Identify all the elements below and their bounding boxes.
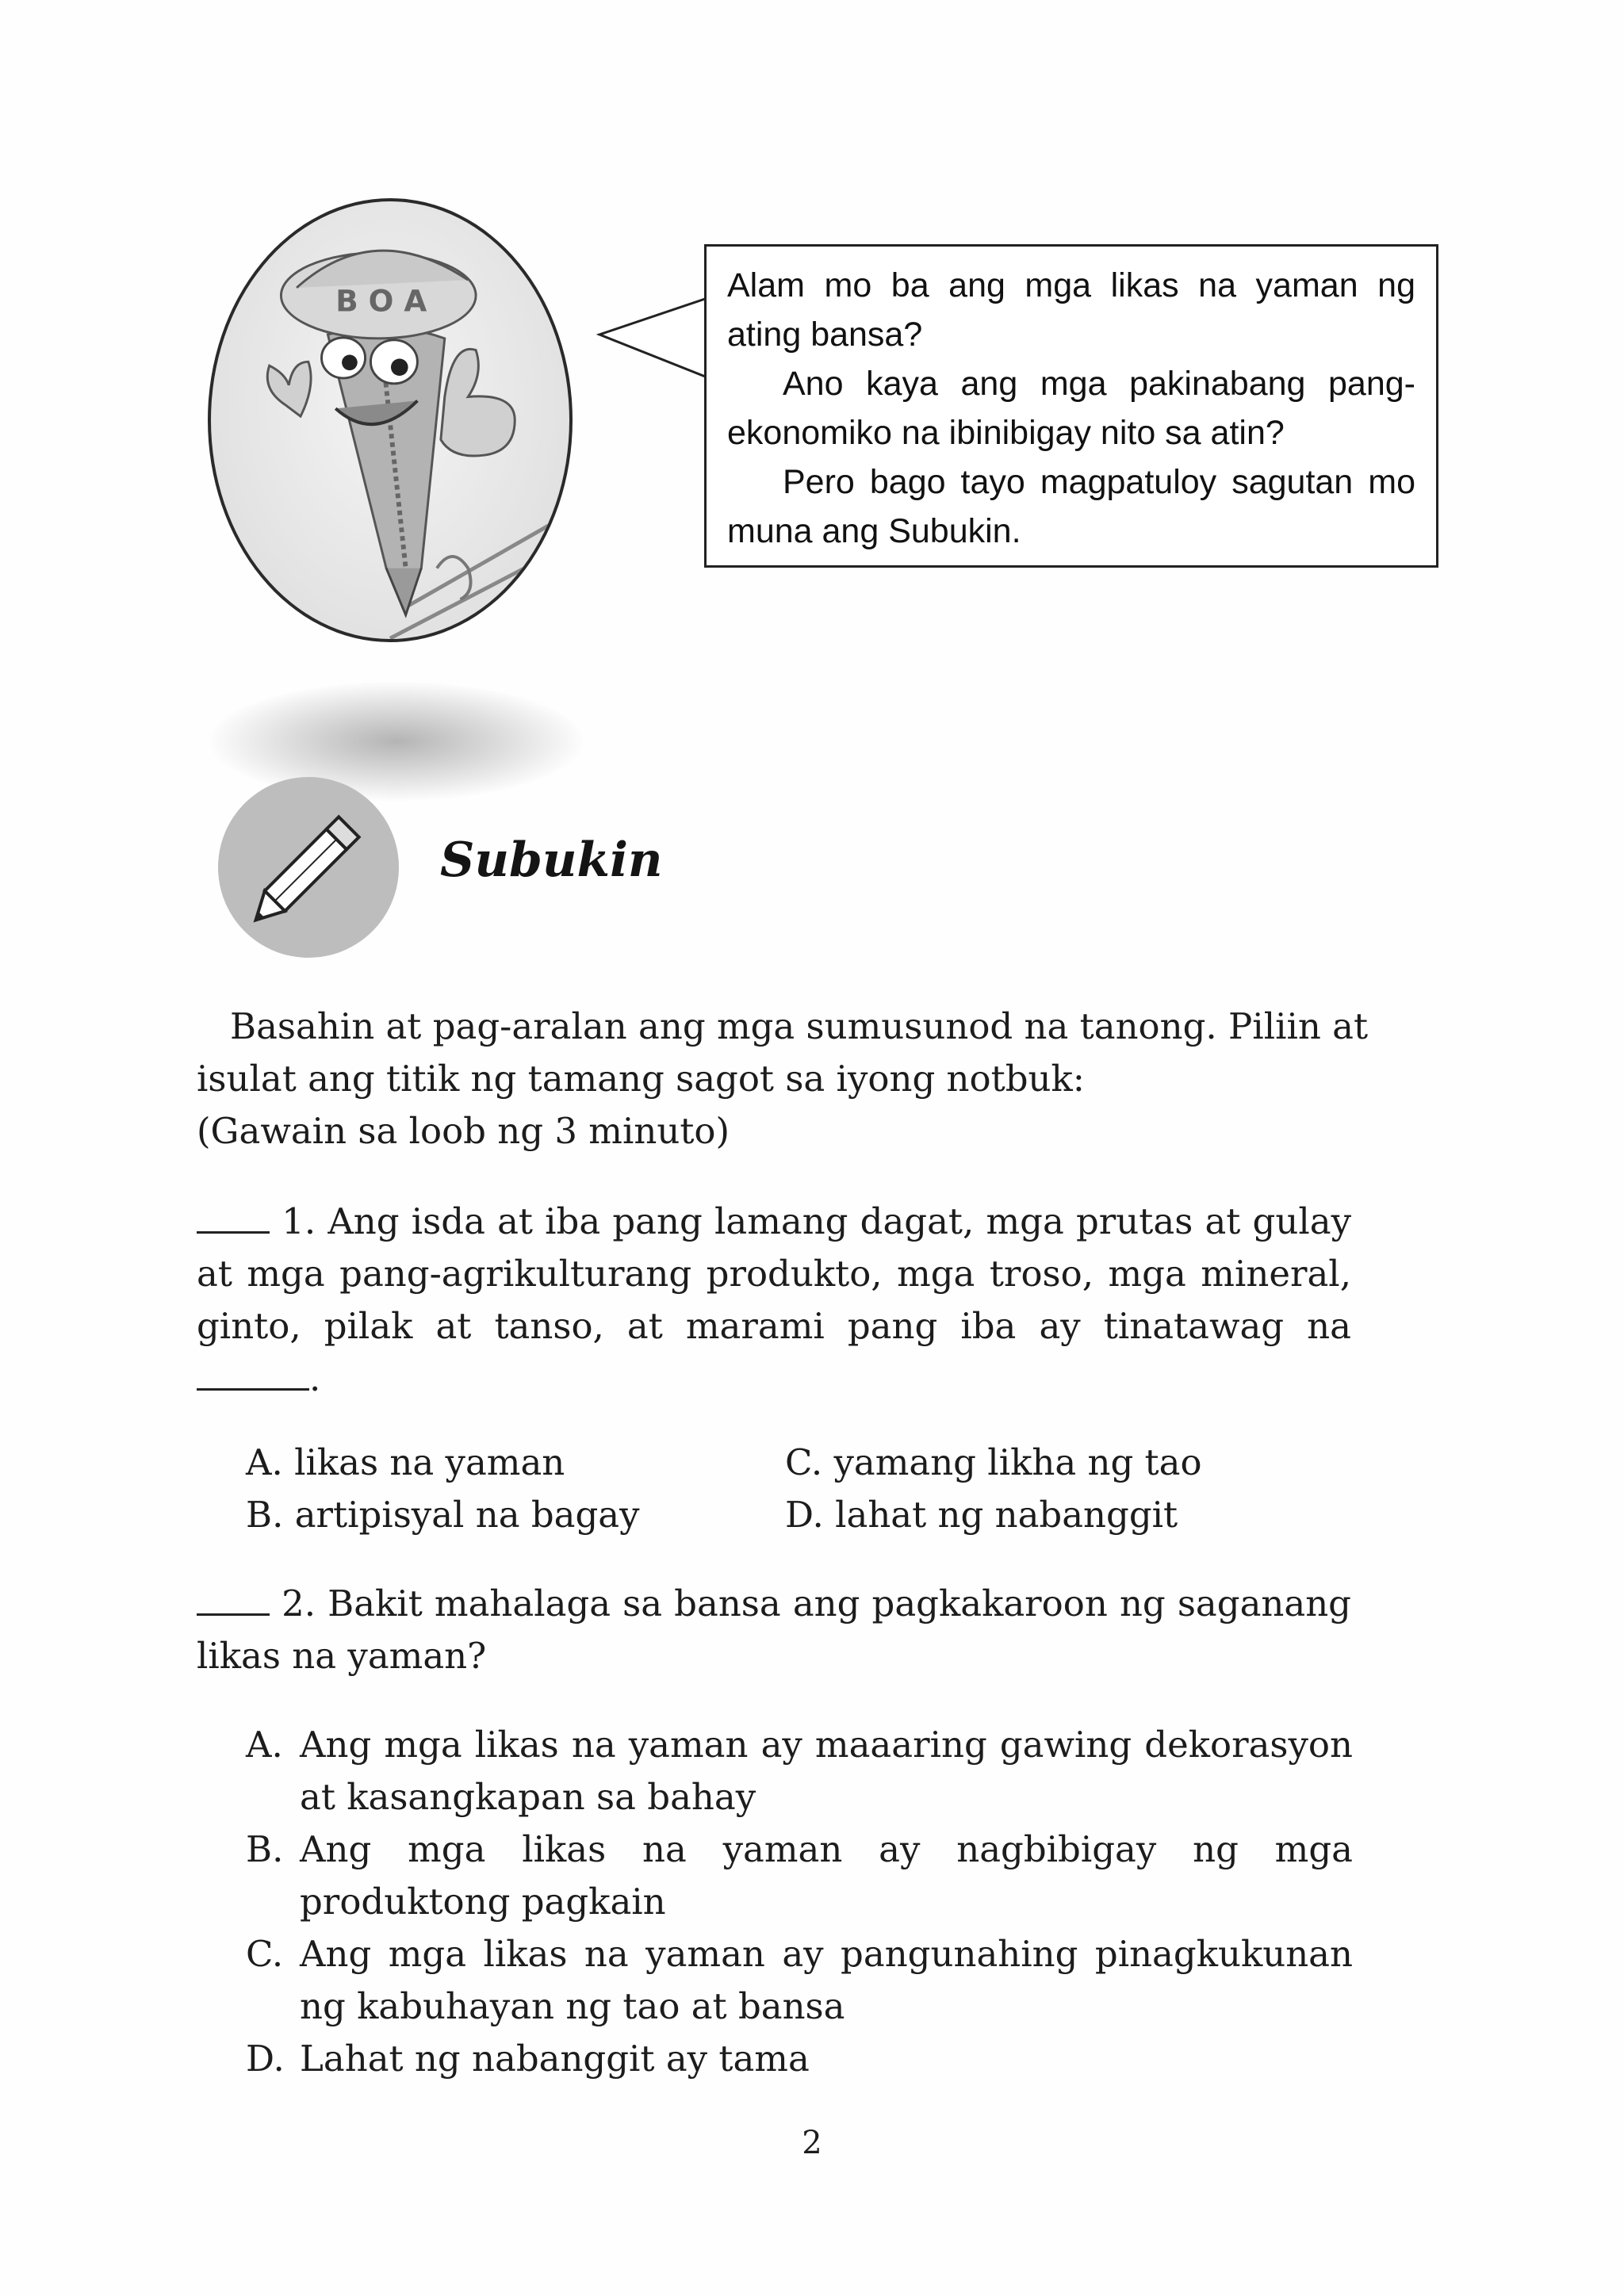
option-letter: D. xyxy=(785,1494,824,1536)
section-title: Subukin xyxy=(440,832,663,888)
option-text: Lahat ng nabanggit ay tama xyxy=(300,2038,810,2080)
option-text: likas na yaman xyxy=(294,1441,565,1483)
option-letter: C. xyxy=(785,1441,823,1483)
option-text: yamang likha ng tao xyxy=(833,1441,1202,1483)
question-number: 1. xyxy=(282,1200,316,1242)
answer-blank xyxy=(197,1586,270,1616)
option-text: lahat ng nabanggit xyxy=(835,1494,1178,1536)
time-note: (Gawain sa loob ng 3 minuto) xyxy=(197,1110,730,1152)
period: . xyxy=(309,1357,321,1399)
mascot-illustration xyxy=(208,198,573,642)
option-text: Ang mga likas na yaman ay pangunahing pinagkukunan ng kabuhayan ng tao at bansa xyxy=(300,1933,1353,2027)
option-c xyxy=(785,1437,1202,1489)
question-text: Bakit mahalaga sa bansa ang pagkakaroon ng saganang likas na yaman? xyxy=(197,1582,1351,1677)
question-2-options xyxy=(246,1719,1353,2085)
option-letter: A. xyxy=(246,1441,283,1483)
option-c xyxy=(246,1928,1353,2033)
svg-text:B O A: B O A xyxy=(335,283,427,319)
speech-bubble xyxy=(704,244,1438,568)
bubble-line-2: Ano kaya ang mga pakinabang pang-ekonomiko na ibinibigay nito sa atin? xyxy=(727,365,1415,452)
option-letter: A. xyxy=(246,1724,283,1766)
question-number: 2. xyxy=(282,1582,316,1624)
option-row xyxy=(246,1489,1356,1541)
option-b xyxy=(246,1489,785,1541)
option-letter: B. xyxy=(246,1828,284,1870)
page-number: 2 xyxy=(802,2125,822,2161)
question-1-options xyxy=(246,1437,1356,1541)
instructions xyxy=(197,1001,1434,1158)
option-row xyxy=(246,1437,1356,1489)
bubble-line-1: Alam mo ba ang mga likas na yaman ng ating bansa? xyxy=(727,266,1415,354)
question-2 xyxy=(197,1578,1351,1682)
option-a xyxy=(246,1437,785,1489)
option-letter: B. xyxy=(246,1494,284,1536)
bubble-line-3: Pero bago tayo magpatuloy sagutan mo muna ang Subukin. xyxy=(727,463,1415,550)
question-1 xyxy=(197,1196,1351,1405)
instructions-text: Basahin at pag-aralan ang mga sumusunod na tanong. Piliin at isulat ang titik ng tamang sagot sa iyong notbuk: xyxy=(197,1005,1369,1100)
option-letter: D. xyxy=(246,2038,285,2080)
option-b xyxy=(246,1823,1353,1928)
option-d xyxy=(785,1489,1178,1541)
option-d xyxy=(246,2033,1353,2085)
question-text: Ang isda at iba pang lamang dagat, mga prutas at gulay at mga pang-agrikulturang produkto, mga troso, mga mineral, ginto, pilak at tanso, at marami pang iba ay tinatawag na xyxy=(197,1200,1351,1347)
option-text: Ang mga likas na yaman ay maaaring gawing dekorasyon at kasangkapan sa bahay xyxy=(300,1724,1353,1818)
option-letter: C. xyxy=(246,1933,284,1975)
option-text: Ang mga likas na yaman ay nagbibigay ng mga produktong pagkain xyxy=(300,1828,1353,1923)
answer-blank xyxy=(197,1204,270,1234)
fill-blank xyxy=(197,1361,309,1391)
option-a xyxy=(246,1719,1353,1823)
pencil-icon xyxy=(218,777,399,958)
option-text: artipisyal na bagay xyxy=(294,1494,640,1536)
pencil-mascot-icon xyxy=(211,201,569,639)
speech-bubble-tail xyxy=(596,295,709,381)
